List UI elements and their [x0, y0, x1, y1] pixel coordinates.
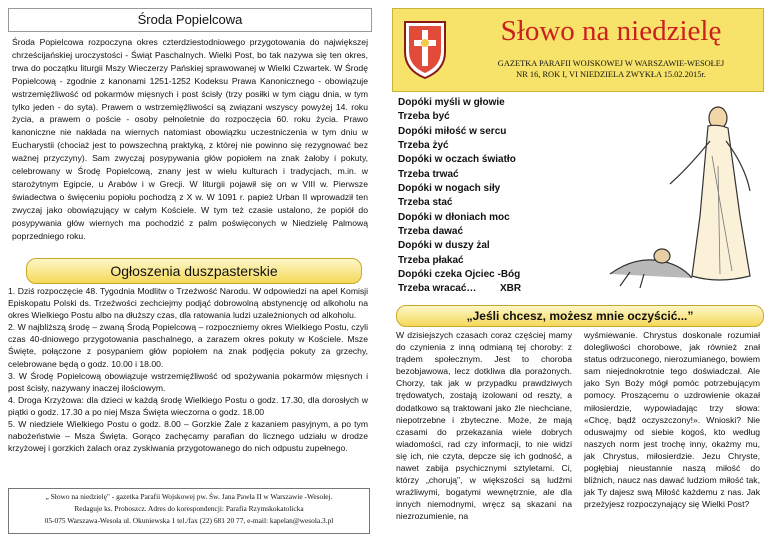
poem-author: XBR: [500, 283, 522, 294]
poem-line: Trzeba żyć: [398, 140, 449, 152]
reflection-title-box: [396, 305, 764, 327]
poem: [398, 96, 618, 297]
poem-line: Trzeba być: [398, 111, 450, 123]
section-title: Środa Popielcowa: [137, 12, 243, 27]
announcement-item: 5. W niedziele Wielkiego Postu o godz. 8.00 – Gorzkie Żale z kazaniem pasyjnym, a po tym nabożeństwie – Msza Święta. Gorąco zachęcamy parafian do licznego udziału w drodze krzyżowej i gorzkich żalach oraz zyskiwania przygotowanego do nich odpustu zupełnego.: [8, 419, 368, 454]
announcements-list: [8, 285, 368, 454]
footer-line: „ Słowo na niedzielę" - gazetka Parafii Wojskowej pw. Św. Jana Pawła II w Warszawie -Wesołej.: [45, 492, 333, 501]
newsletter-title: Słowo na niedzielę: [500, 15, 722, 47]
announcement-item: 2. W najbliższą środę – zwaną Środą Popielcową – rozpoczniemy okres Wielkiego Postu, czyli czas 40-dniowego przygotowania paschalnego, a zarazem okres pokuty w Kościele. Msze Święte, połączone z posypaniem głów popiołem na znak podjęcia pokuty za grzechy, celebrowane będą o godz. 10.00 i 18.00.: [8, 322, 368, 369]
poem-line: Trzeba płakać: [398, 254, 464, 266]
poem-line: Dopóki myśli w głowie: [398, 97, 505, 108]
poem-line: Trzeba trwać: [398, 168, 459, 180]
subtitle-line: NR 16, ROK I, VI NIEDZIELA ZWYKŁA 15.02.2015r.: [516, 70, 706, 79]
announcement-item: 3. W Środę Popielcową obowiązuje wstrzemięźliwość od spożywania pokarmów mięsnych i post ścisły, nazywany inaczej ilościowym.: [8, 370, 368, 393]
poem-line: Trzeba dawać: [398, 226, 464, 238]
footer-box: [8, 488, 370, 534]
newsletter-subtitle: [466, 58, 756, 80]
reflection-title: „Jeśli chcesz, możesz mnie oczyścić...”: [466, 309, 694, 323]
poem-line: Dopóki miłość w sercu: [398, 125, 507, 137]
poem-line: Dopóki w dłoniach moc: [398, 211, 510, 223]
poem-line: Dopóki w oczach światło: [398, 154, 516, 166]
poem-line: Dopóki w duszy żal: [398, 240, 490, 252]
announcements-title: Ogłoszenia duszpasterskie: [110, 263, 278, 279]
poem-line: Trzeba stać: [398, 197, 453, 209]
subtitle-line: GAZETKA PARAFII WOJSKOWEJ W WARSZAWIE-WESOŁEJ: [497, 59, 725, 68]
reflection-column-1: W dzisiejszych czasach coraz częściej mamy do czynienia z inną odmianą tej choroby: z trądem społecznym. Jest to choroba bezobjawowa, lecz dotkliwa dla porażonych. Chorzy, tak jak w przypadku prawdziwych trędowatych, zostają izolowani od reszty, a dodatkowo są traktowani jako źle niechciane, niepotrzebne i zbyteczne. Może, że mają czasami do przekazania wiele dobrych wiadomości, rad czy informacji, to nie widzi się ich, nie czyta, depcze się ich godność, a nawet zabija psychicznymi sztyletami. Ci, którzy „chorują", w większości są ludźmi wrażliwymi, bogatymi wewnętrznie, ale dla innych niemodnymi, wręcz są skazani na niezrozumienie, na: [396, 330, 572, 522]
reflection-column-2: wyśmiewanie. Chrystus doskonale rozumiał dolegliwości chorobowe, jak również znał status odrzuconego, nierozumianego, bowiem sam niejednokrotnie tego doświadczał. Ale jako Syn Boży mógł pomóc potrzebującym pomocy. Proszącemu o uzdrowienie okazał miłosierdzie, wypowiadając trzy słowa: «Chcę, bądź oczyszczony!». Wnioski? Nie oduswajmy od siebie kogoś, kto według naszych norm jest trochę inny, okażmy mu, jak Chrystus, miłosierdzie. Jezu Chryste, pogłębiaj nieustannie naszą miłość do bliźnich, naucz nas dawać ludziom miłość tak, jak Ty dajesz swą Miłość każdemu z nas. Jak przeżyjesz rozpoczynający się Wielki Post?: [584, 330, 760, 510]
footer-line: Redaguje ks. Proboszcz. Adres do korespondencji: Parafia Rzymskokatolicka: [74, 504, 304, 513]
announcement-item: 1. Dziś rozpoczęcie 48. Tygodnia Modlitw o Trzeźwość Narodu. W odpowiedzi na apel Komisji Episkopatu Polski ds. Trzeźwości zechciejmy podjąć dobrowolną abstynencję od alkoholu na okres Wielkiego Postu albo na dłuższy czas, dla ratowania ludzi uzależnionych od alkoholu.: [8, 286, 368, 321]
section-title-box: [8, 8, 372, 32]
poem-line: Dopóki czeka Ojciec -Bóg: [398, 269, 521, 281]
announcement-item: 4. Droga Krzyżowa: dla dzieci w każdą środę Wielkiego Postu o godz. 17.30, dla dorosłych w piątki o godz. 17.30 a po niej Msza Święta wieczorna o godz. 18.00: [8, 394, 368, 417]
jesus-healing-illustration: [600, 96, 768, 296]
footer-line: 05-075 Warszawa-Wesoła ul. Okuniewska 1 tel./fax (22) 681 20 77, e-mail: kapelan@wesola.3.pl: [44, 516, 334, 525]
article-text: Środa Popielcowa rozpoczyna okres czterdziestodniowego przygotowania do największej chrześcijańskiej uroczystości - Świąt Paschalnych. Wielki Post, bo tak nazywa się ten okres, trwa do początku liturgii Mszy Wieczerzy Pańskiej sprawowanej w Wielki Czwartek. W Środę Popielcową - zgodnie z kanonami 1251-1252 Kodeksu Prawa Kanonicznego - obowiązuje wstrzemięźliwość od pokarmów mięsnych i post ścisły (trzy posiłki w tym ciągu dnia, w tym tylko jeden - do syta). Prawem o wstrzemięźliwości są związani wszyscy powyżej 14. roku życia, a prawem o poście - osoby pełnoletnie do rozpoczęcia 60. roku życia. Prawo kanoniczne nie nakłada na wiernych natomiast obowiązku uczestniczenia w tym dniu w Eucharystii (chociaż jest to powszechną praktyką, z której nie powinno się rezygnować bez ważnej przyczyny). Sam zwyczaj posypywania głów popiołem na znak żałoby i pokuty, celebrowany w Środę Popielcową, znany jest w wielu kulturach i tradycjach, m.in. w starożytnym Egipcie, u Arabów i w Grecji. W liturgii pojawił się on w VIII w. Pierwsze świadectwa o święceniu popiołu pochodzą z X w. W 1091 r. papież Urban II wprowadził ten zwyczaj jako obowiązujący w całym Kościele. W tym też czasie ustalono, że popiół do posypywania głów wiernych ma pochodzić z palm poświęconych w Niedzielę Palmową poprzedniego roku.: [12, 37, 368, 241]
parish-crest-icon: [400, 18, 450, 80]
announcements-title-box: [26, 258, 362, 284]
poem-line: Trzeba wracać…: [398, 283, 477, 295]
poem-line: Dopóki w nogach siły: [398, 183, 501, 195]
